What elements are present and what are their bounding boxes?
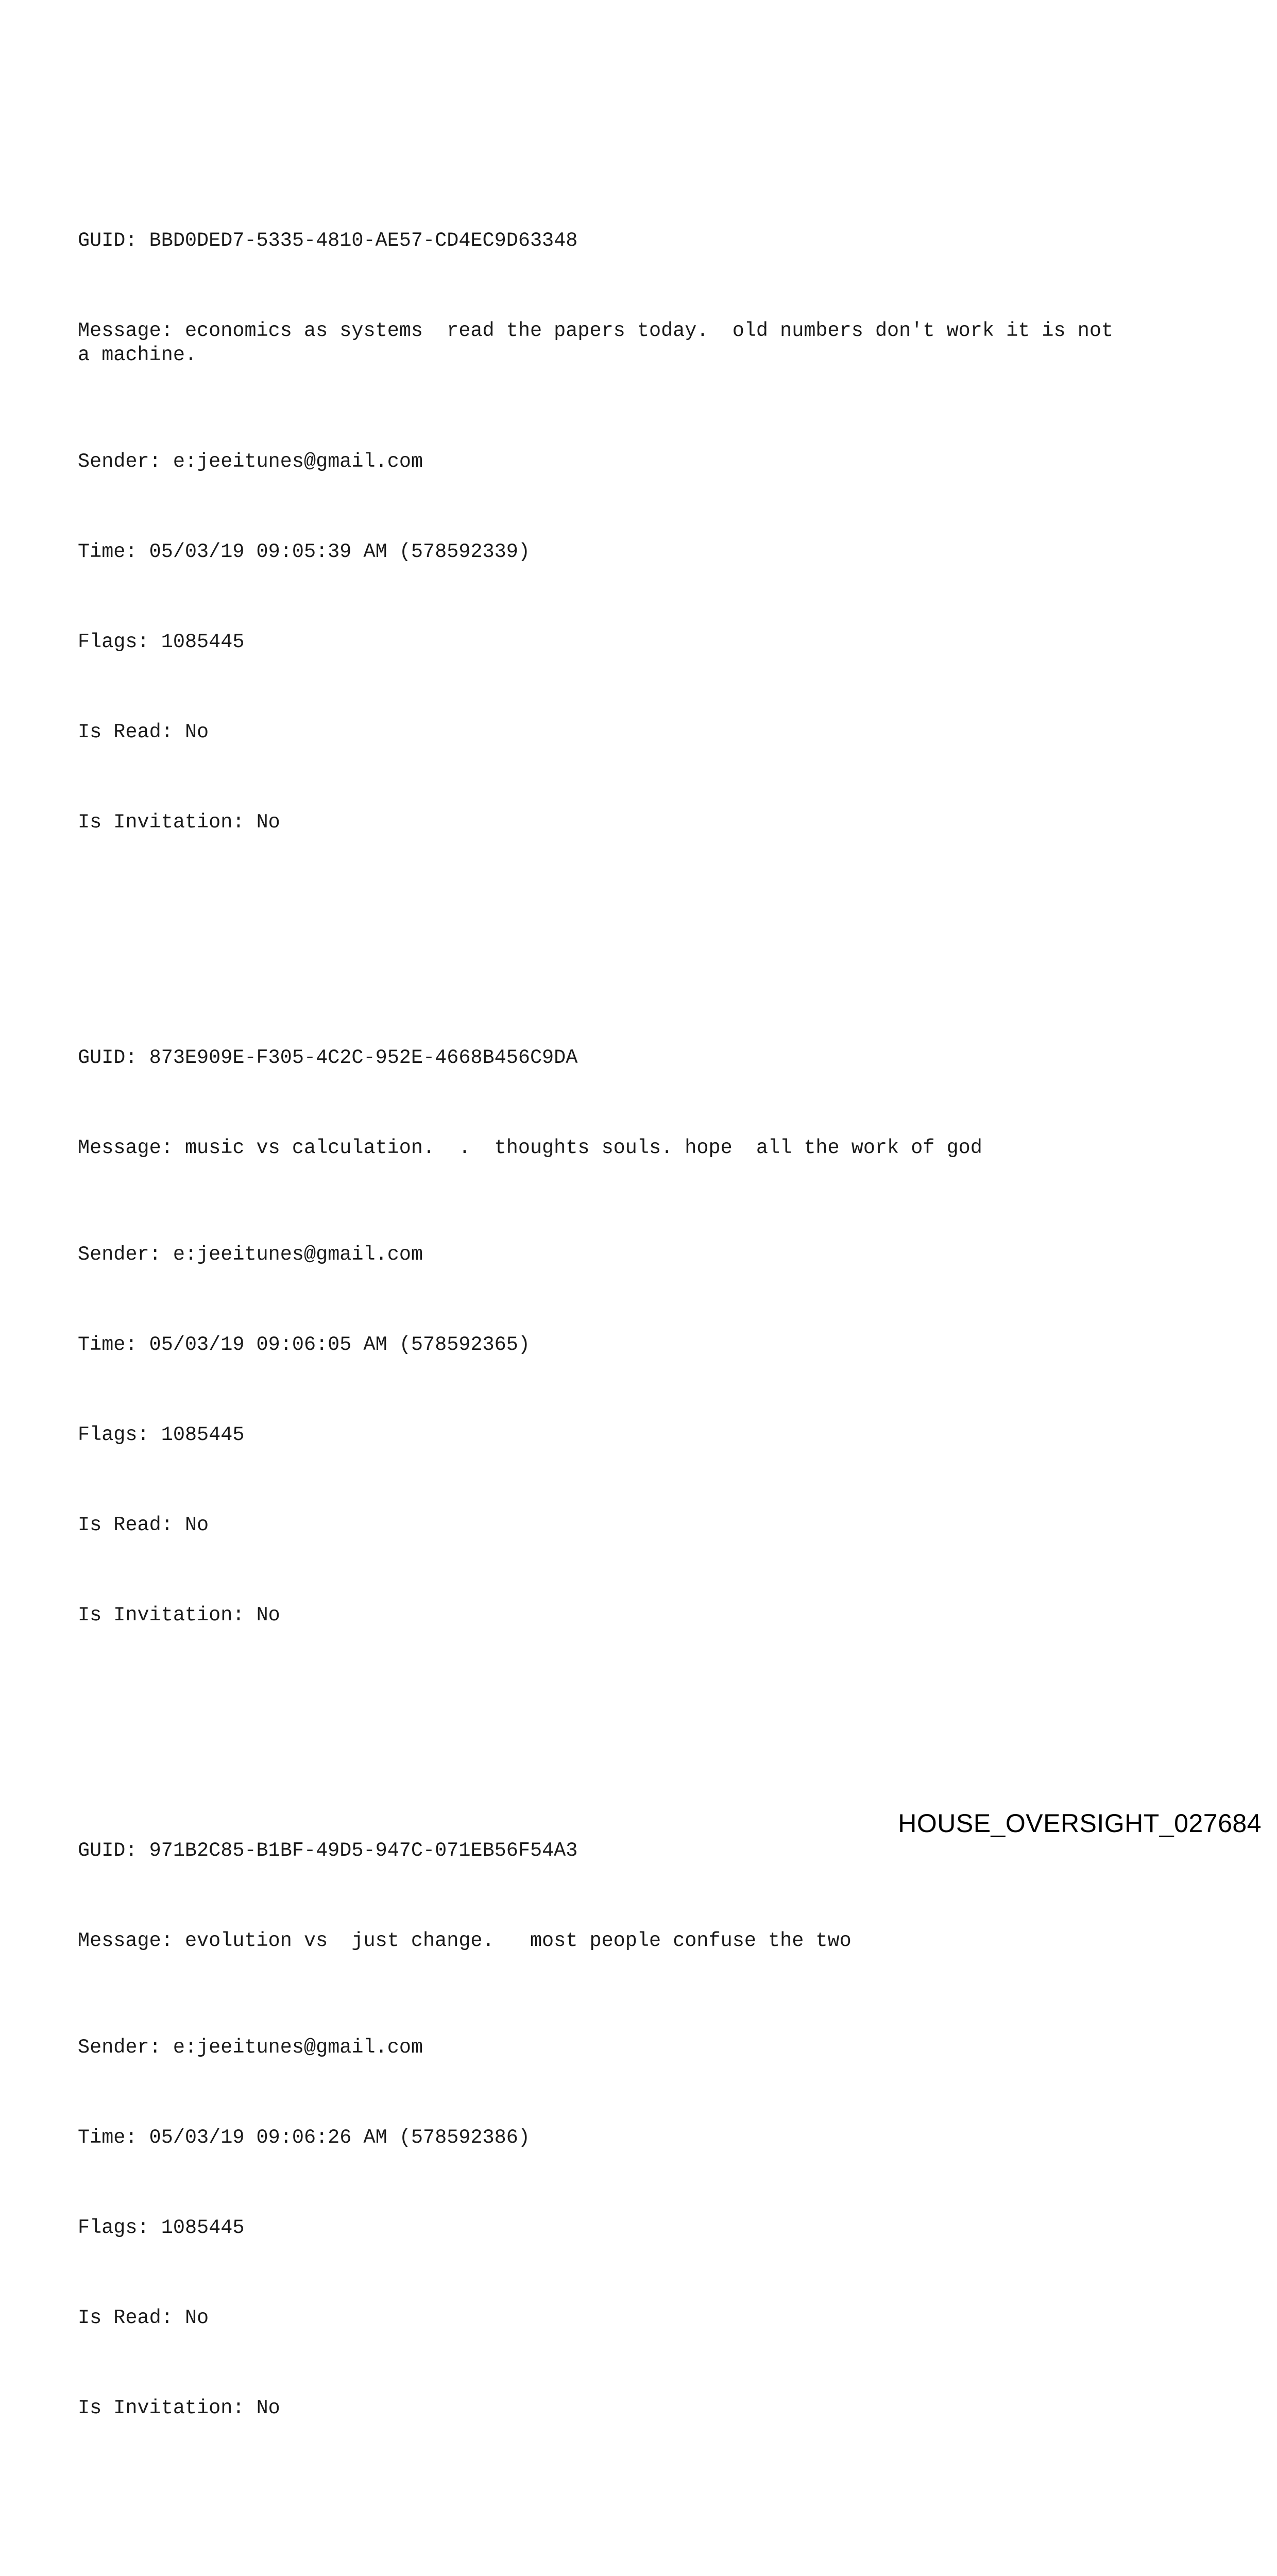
is-invitation-value: No — [256, 2397, 280, 2419]
time-label: Time: — [78, 1333, 149, 1356]
message-value: evolution vs just change. most people confuse the two — [184, 1929, 852, 1952]
is-read-line — [78, 1513, 1211, 1537]
is-read-value: No — [184, 1514, 209, 1536]
message-line — [78, 319, 1211, 367]
message-record — [78, 180, 1211, 901]
is-invitation-value: No — [256, 1604, 280, 1626]
guid-label: GUID: — [78, 1839, 149, 1862]
sender-label: Sender: — [78, 1243, 173, 1266]
flags-line — [78, 2216, 1211, 2240]
guid-value: 971B2C85-B1BF-49D5-947C-071EB56F54A3 — [149, 1839, 578, 1862]
message-value: music vs calculation. . thoughts souls. hope all the work of god — [184, 1137, 982, 1159]
sender-label: Sender: — [78, 450, 173, 473]
message-value: economics as systems read the papers today. old numbers don't work it is not a machine. — [78, 319, 1114, 366]
message-record — [78, 1790, 1211, 2486]
guid-line — [78, 1046, 1211, 1070]
sender-value: e:jeeitunes@gmail.com — [173, 450, 423, 473]
is-invitation-value: No — [256, 811, 280, 834]
time-label: Time: — [78, 540, 149, 563]
bates-number: HOUSE_OVERSIGHT_027684 — [898, 1809, 1262, 1838]
is-invitation-line — [78, 2396, 1211, 2420]
is-read-line — [78, 2306, 1211, 2330]
is-read-value: No — [184, 721, 209, 743]
time-line — [78, 1333, 1211, 1357]
time-label: Time: — [78, 2126, 149, 2149]
message-label: Message: — [78, 1929, 185, 1952]
time-value: 05/03/19 09:05:39 AM (578592339) — [149, 540, 530, 563]
is-read-value: No — [184, 2307, 209, 2329]
is-invitation-line — [78, 810, 1211, 835]
sender-value: e:jeeitunes@gmail.com — [173, 1243, 423, 1266]
guid-value: BBD0DED7-5335-4810-AE57-CD4EC9D63348 — [149, 229, 578, 252]
flags-label: Flags: — [78, 1423, 161, 1446]
message-log — [78, 83, 1211, 2576]
flags-line — [78, 1423, 1211, 1447]
flags-value: 1085445 — [161, 2216, 245, 2239]
time-value: 05/03/19 09:06:26 AM (578592386) — [149, 2126, 530, 2149]
message-label: Message: — [78, 319, 185, 342]
is-read-line — [78, 720, 1211, 744]
sender-value: e:jeeitunes@gmail.com — [173, 2036, 423, 2059]
guid-value: 873E909E-F305-4C2C-952E-4668B456C9DA — [149, 1046, 578, 1069]
message-label: Message: — [78, 1137, 185, 1159]
message-line — [78, 1929, 1211, 1953]
sender-line — [78, 2036, 1211, 2060]
is-invitation-line — [78, 1603, 1211, 1628]
flags-value: 1085445 — [161, 631, 245, 653]
message-record — [78, 997, 1211, 1693]
sender-line — [78, 450, 1211, 474]
sender-label: Sender: — [78, 2036, 173, 2059]
flags-label: Flags: — [78, 631, 161, 653]
flags-value: 1085445 — [161, 1423, 245, 1446]
flags-label: Flags: — [78, 2216, 161, 2239]
sender-line — [78, 1243, 1211, 1267]
guid-label: GUID: — [78, 1046, 149, 1069]
time-value: 05/03/19 09:06:05 AM (578592365) — [149, 1333, 530, 1356]
is-invitation-label: Is Invitation: — [78, 811, 257, 834]
guid-line — [78, 1839, 1211, 1863]
time-line — [78, 540, 1211, 564]
is-invitation-label: Is Invitation: — [78, 2397, 257, 2419]
is-read-label: Is Read: — [78, 2307, 185, 2329]
guid-line — [78, 229, 1211, 253]
is-read-label: Is Read: — [78, 721, 185, 743]
message-line — [78, 1136, 1211, 1160]
is-read-label: Is Read: — [78, 1514, 185, 1536]
flags-line — [78, 630, 1211, 654]
guid-label: GUID: — [78, 229, 149, 252]
is-invitation-label: Is Invitation: — [78, 1604, 257, 1626]
time-line — [78, 2126, 1211, 2150]
